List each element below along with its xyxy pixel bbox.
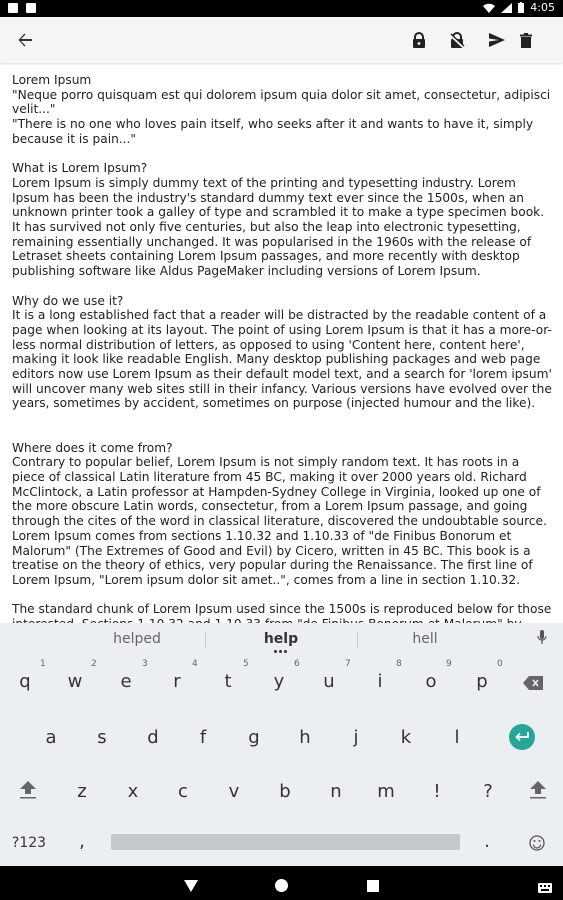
suggestion-right[interactable]: hell: [412, 631, 438, 647]
key-a[interactable]: a: [45, 727, 57, 748]
battery-icon: [518, 2, 524, 13]
key-hint: 3: [142, 659, 148, 669]
key-v[interactable]: v: [228, 781, 240, 802]
key-j[interactable]: j: [353, 727, 359, 748]
key-b[interactable]: b: [279, 781, 291, 802]
emoji-icon: [529, 835, 545, 851]
key-question[interactable]: ?: [483, 781, 493, 802]
back-nav-button[interactable]: [184, 877, 198, 896]
key-r[interactable]: r: [173, 671, 181, 692]
soft-keyboard: [0, 623, 563, 866]
enter-arrow-icon: [515, 732, 529, 742]
key-z[interactable]: z: [77, 781, 87, 802]
notification-icon: [8, 3, 18, 13]
delete-icon: [520, 33, 532, 48]
signal-icon: [501, 3, 512, 13]
mic-button[interactable]: [537, 630, 547, 649]
lock-icon: [412, 32, 426, 48]
backspace-key[interactable]: [523, 675, 543, 694]
document-text[interactable]: Lorem Ipsum "Neque porro quisquam est qui dolorem ipsum quia dolor sit amet, consectetur, adipisci velit..." "There is no one who loves pain itself, who seeks after it and wants to have it, simply because it is pain..." What is Lorem Ipsum? Lorem Ipsum is simply dummy text of the printing and typesetting industry. Lorem Ipsum has been the industry's standard dummy text ever since the 1500s, when an unknown printer took a galley of type and scrambled it to make a type specimen book. It has survived not only five centuries, but also the leap into electronic typesetting, remaining essentially unchanged. It was popularised in the 1960s with the release of Letraset sheets containing Lorem Ipsum passages, and more recently with desktop publishing software like Aldus PageMaker including versions of Lorem Ipsum. Why do we use it? It is a long established fact that a reader will be distracted by the readable content of a page when looking at its layout. The point of using Lorem Ipsum is that it has a more-or-less normal distribution of letters, as opposed to using 'Content here, content here', making it look like readable English. Many desktop publishing packages and web page editors now use Lorem Ipsum as their default model text, and a search for 'lorem ipsum' will uncover many web sites still in their infancy. Various versions have evolved over the years, sometimes by accident, sometimes on purpose (injected humour and the like). Where does it come from? Contrary to popular belief, Lorem Ipsum is not simply random text. It has roots in a piece of classical Latin literature from 45 BC, making it over 2000 years old. Richard McClintock, a Latin professor at Hampden-Sydney College in Virginia, looked up one of the more obscure Latin words, consectetur, from a Lorem Ipsum passage, and going through the cites of the word in classical literature, discovered the undoubtable source. Lorem Ipsum comes from sections 1.10.32 and 1.10.33 of "de Finibus Bonorum et Malorum" (The Extremes of Good and Evil) by Cicero, written in 45 BC. This book is a treatise on the theory of ethics, very popular during the Renaissance. The first line of Lorem Ipsum, "Lorem ipsum dolor sit amet..", comes from a line in section 1.10.32. The standard chunk of Lorem Ipsum used since the 1500s is reproduced below for those: [12, 73, 552, 617]
home-nav-button[interactable]: [275, 877, 288, 896]
key-q[interactable]: q: [19, 671, 31, 692]
key-k[interactable]: k: [400, 727, 412, 748]
send-icon: [489, 33, 505, 47]
comma-key[interactable]: ,: [79, 831, 85, 852]
key-x[interactable]: x: [127, 781, 139, 802]
status-time: 4:05: [530, 1, 555, 14]
key-hint: 0: [497, 659, 503, 669]
sd-card-icon: [26, 3, 36, 13]
key-s[interactable]: s: [97, 727, 107, 748]
suggestion-left[interactable]: helped: [113, 631, 161, 647]
back-triangle-icon: [184, 880, 198, 892]
key-e[interactable]: e: [120, 671, 132, 692]
app-toolbar: [0, 17, 563, 63]
key-m[interactable]: m: [377, 781, 395, 802]
back-button[interactable]: [14, 29, 36, 51]
mic-icon: [537, 630, 547, 645]
key-hint: 1: [40, 659, 46, 669]
key-d[interactable]: d: [147, 727, 159, 748]
key-hint: 9: [446, 659, 452, 669]
status-bar: [0, 0, 563, 17]
recents-square-icon: [367, 880, 379, 892]
keyboard-switch-button[interactable]: [538, 878, 552, 897]
emoji-key[interactable]: [529, 835, 545, 855]
key-p[interactable]: p: [476, 671, 488, 692]
keyboard-icon: [538, 883, 552, 893]
key-u[interactable]: u: [323, 671, 335, 692]
home-circle-icon: [275, 879, 288, 892]
key-h[interactable]: h: [299, 727, 311, 748]
enter-key[interactable]: [509, 724, 535, 750]
shift-key[interactable]: [20, 781, 36, 803]
shift-icon: [530, 781, 546, 799]
suggestion-strip: [0, 623, 563, 655]
key-w[interactable]: w: [67, 671, 83, 692]
shift-icon: [20, 781, 36, 799]
unlock-button[interactable]: [446, 29, 468, 51]
spacebar[interactable]: [111, 834, 460, 850]
shift-key-right[interactable]: [530, 781, 546, 803]
key-hint: 8: [396, 659, 402, 669]
key-o[interactable]: o: [425, 671, 437, 692]
period-key[interactable]: .: [484, 831, 490, 852]
key-g[interactable]: g: [248, 727, 260, 748]
key-hint: 7: [345, 659, 351, 669]
key-exclamation[interactable]: !: [433, 781, 441, 802]
key-hint: 2: [91, 659, 97, 669]
backspace-icon: [523, 676, 543, 690]
key-hint: 4: [192, 659, 198, 669]
suggestion-more-dots: [274, 650, 288, 653]
key-i[interactable]: i: [377, 671, 383, 692]
lock-button[interactable]: [408, 29, 430, 51]
unlock-icon: [450, 32, 464, 48]
key-n[interactable]: n: [330, 781, 342, 802]
key-t[interactable]: t: [224, 671, 232, 692]
recents-nav-button[interactable]: [367, 877, 379, 896]
key-c[interactable]: c: [178, 781, 188, 802]
key-hint: 6: [294, 659, 300, 669]
wifi-icon: [483, 3, 495, 13]
navigation-bar: [0, 866, 563, 900]
key-hint: 5: [243, 659, 249, 669]
key-y[interactable]: y: [273, 671, 285, 692]
key-l[interactable]: l: [454, 727, 460, 748]
delete-button[interactable]: [515, 29, 537, 51]
symbols-key[interactable]: ?123: [11, 835, 47, 851]
key-f[interactable]: f: [199, 727, 207, 748]
back-arrow-icon: [17, 32, 33, 48]
suggestion-center[interactable]: help: [263, 631, 299, 647]
send-button[interactable]: [486, 29, 508, 51]
